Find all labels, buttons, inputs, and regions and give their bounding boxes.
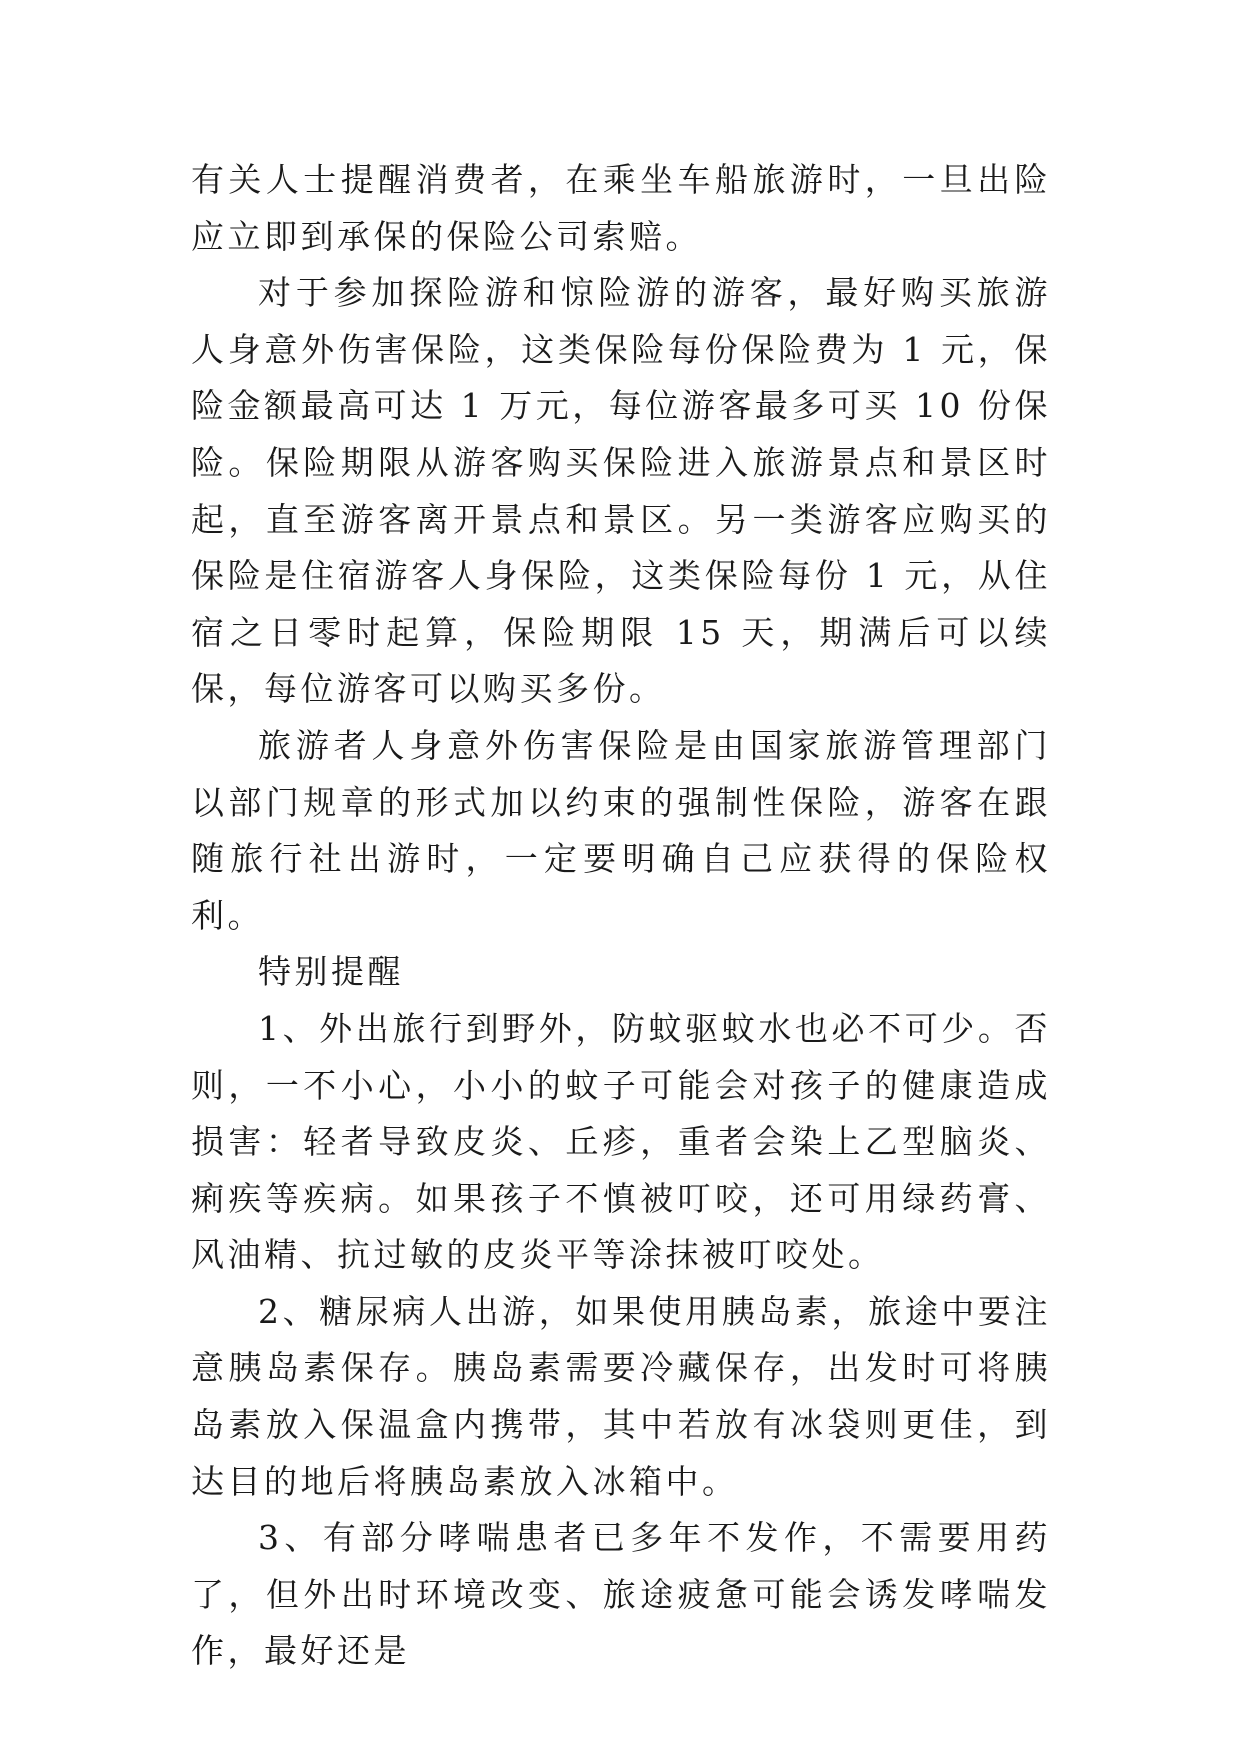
- paragraph-claims-reminder: 有关人士提醒消费者，在乘坐车船旅游时，一旦出险应立即到承保的保险公司索赔。: [191, 160, 1051, 256]
- paragraph-insulin-tip: 2、糖尿病人出游，如果使用胰岛素，旅途中要注意胰岛素保存。胰岛素需要冷藏保存，出发时可将胰岛素放入保温盒内携带，其中若放有冰袋则更佳，到达目的地后将胰岛素放入冰箱中。: [191, 1291, 1051, 1501]
- section-heading-special-reminder: 特别提醒: [258, 952, 404, 992]
- document-body: [191, 152, 1051, 1680]
- paragraph-mandatory-insurance: 旅游者人身意外伤害保险是由国家旅游管理部门以部门规章的形式加以约束的强制性保险，游客在跟随旅行社出游时，一定要明确自己应获得的保险权利。: [191, 725, 1051, 935]
- paragraph-adventure-insurance: 对于参加探险游和惊险游的游客，最好购买旅游人身意外伤害保险，这类保险每份保险费为 1 元，保险金额最高可达 1 万元，每位游客最多可买 10 份保险。保险期限从游客购买保险进入旅游景点和景区时起，直至游客离开景点和景区。另一类游客应购买的保险是住宿游客人身保险，这类保险每份 1 元，从住宿之日零时起算，保险期限 15 天，期满后可以续保，每位游客可以购买多份。: [191, 273, 1051, 709]
- paragraph-asthma-tip: 3、有部分哮喘患者已多年不发作，不需要用药了，但外出时环境改变、旅途疲惫可能会诱发哮喘发作，最好还是: [191, 1518, 1051, 1671]
- paragraph-mosquito-tip: 1、外出旅行到野外，防蚊驱蚊水也必不可少。否则，一不小心，小小的蚊子可能会对孩子的健康造成损害：轻者导致皮炎、丘疹，重者会染上乙型脑炎、痢疾等疾病。如果孩子不慎被叮咬，还可用绿药膏、风油精、抗过敏的皮炎平等涂抹被叮咬处。: [191, 1008, 1051, 1275]
